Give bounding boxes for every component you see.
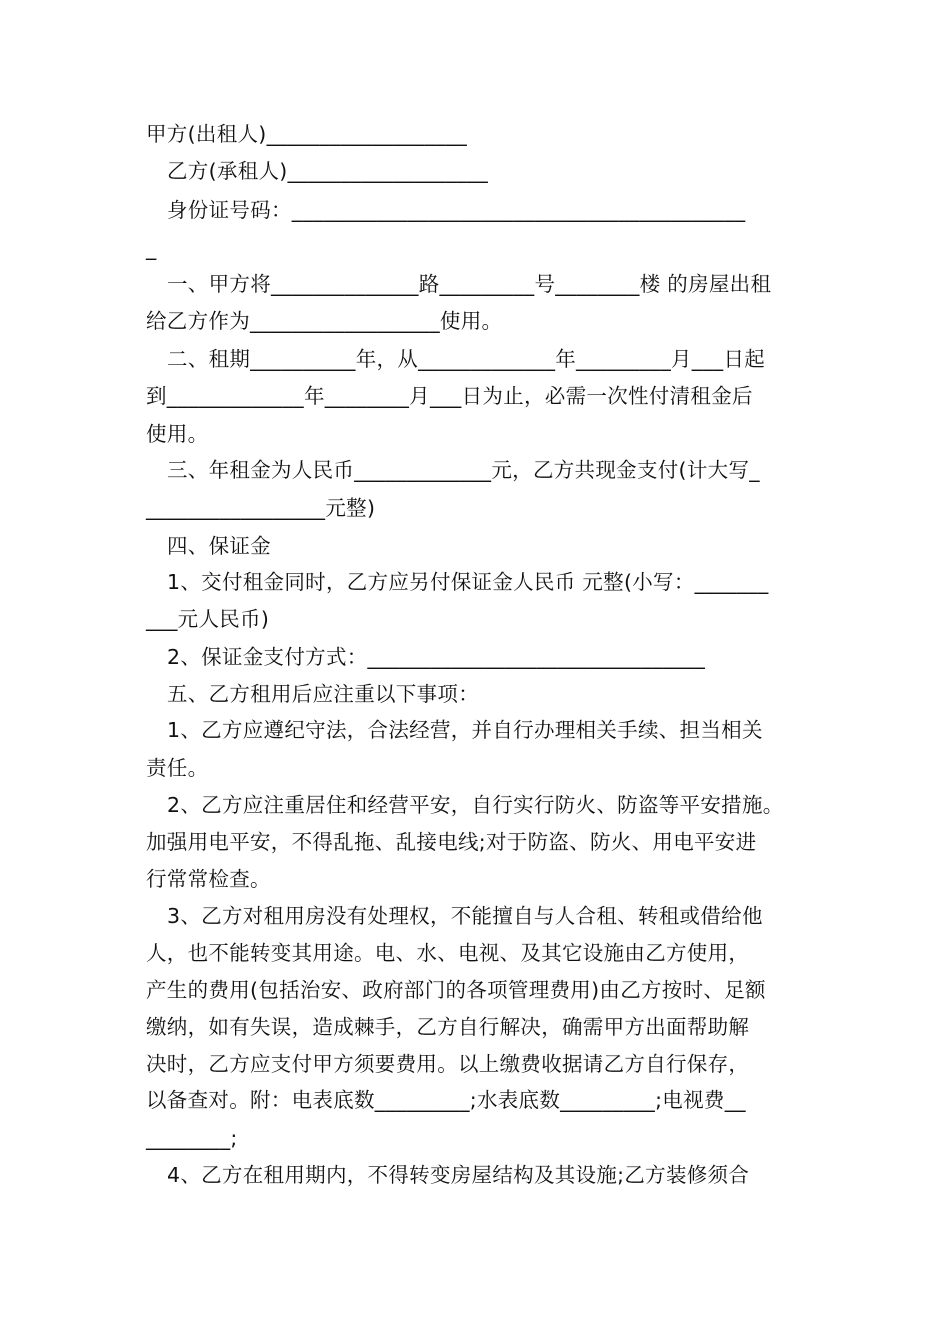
clause-5-item-3-line-1: 3、乙方对租用房没有处理权，不能擅自与人合租、转租或借给他 [167, 904, 763, 928]
clause-4-heading: 四、保证金 [167, 534, 271, 558]
clause-5-heading: 五、乙方租用后应注重以下事项： [167, 682, 479, 706]
clause-5-item-2-line-2: 加强用电平安，不得乱拖、乱接电线;对于防盗、防火、用电平安进 [146, 830, 757, 854]
clause-5-item-2-line-3: 行常常检查。 [146, 867, 271, 891]
id-number-line: 身份证号码：___________________________________________ [167, 198, 746, 222]
clause-4-item-2: 2、保证金支付方式：________________________________ [167, 645, 706, 669]
party-b-line: 乙方(承租人)___________________ [167, 159, 489, 183]
clause-2-line-3: 使用。 [146, 422, 209, 446]
clause-5-item-1-line-2: 责任。 [146, 756, 209, 780]
id-number-line-cont: _ [146, 236, 157, 260]
clause-4-item-1-line-2: ___元人民币) [146, 607, 270, 631]
clause-2-line-1: 二、租期__________年，从_____________年_________月___日起 [167, 347, 766, 371]
clause-2-line-2: 到_____________年________月___日为止，必需一次性付清租金后 [146, 384, 753, 408]
clause-1-line-1: 一、甲方将______________路_________号________楼 的房屋出租 [167, 272, 772, 296]
clause-3-line-1: 三、年租金为人民币_____________元，乙方共现金支付(计大写_ [167, 458, 760, 482]
party-a-line: 甲方(出租人)___________________ [146, 122, 468, 146]
clause-5-item-3-line-6: 以备查对。附：电表底数_________;水表底数_________;电视费__ [146, 1088, 746, 1112]
clause-5-item-1-line-1: 1、乙方应遵纪守法，合法经营，并自行办理相关手续、担当相关 [167, 718, 763, 742]
clause-5-item-3-line-7: ________; [146, 1126, 238, 1150]
clause-5-item-3-line-5: 决时，乙方应支付甲方须要费用。以上缴费收据请乙方自行保存， [146, 1052, 750, 1076]
clause-3-line-2: _________________元整) [146, 496, 376, 520]
clause-5-item-3-line-2: 人，也不能转变其用途。电、水、电视、及其它设施由乙方使用， [146, 941, 750, 965]
clause-5-item-2-line-1: 2、乙方应注重居住和经营平安，自行实行防火、防盗等平安措施。 [167, 793, 784, 817]
clause-1-line-2: 给乙方作为__________________使用。 [146, 309, 503, 333]
clause-4-item-1-line-1: 1、交付租金同时，乙方应另付保证金人民币 元整(小写：_______ [167, 570, 769, 594]
clause-5-item-4-line-1: 4、乙方在租用期内，不得转变房屋结构及其设施;乙方装修须合 [167, 1163, 750, 1187]
clause-5-item-3-line-3: 产生的费用(包括治安、政府部门的各项管理费用)由乙方按时、足额 [146, 978, 766, 1002]
clause-5-item-3-line-4: 缴纳，如有失误，造成棘手，乙方自行解决，确需甲方出面帮助解 [146, 1015, 750, 1039]
